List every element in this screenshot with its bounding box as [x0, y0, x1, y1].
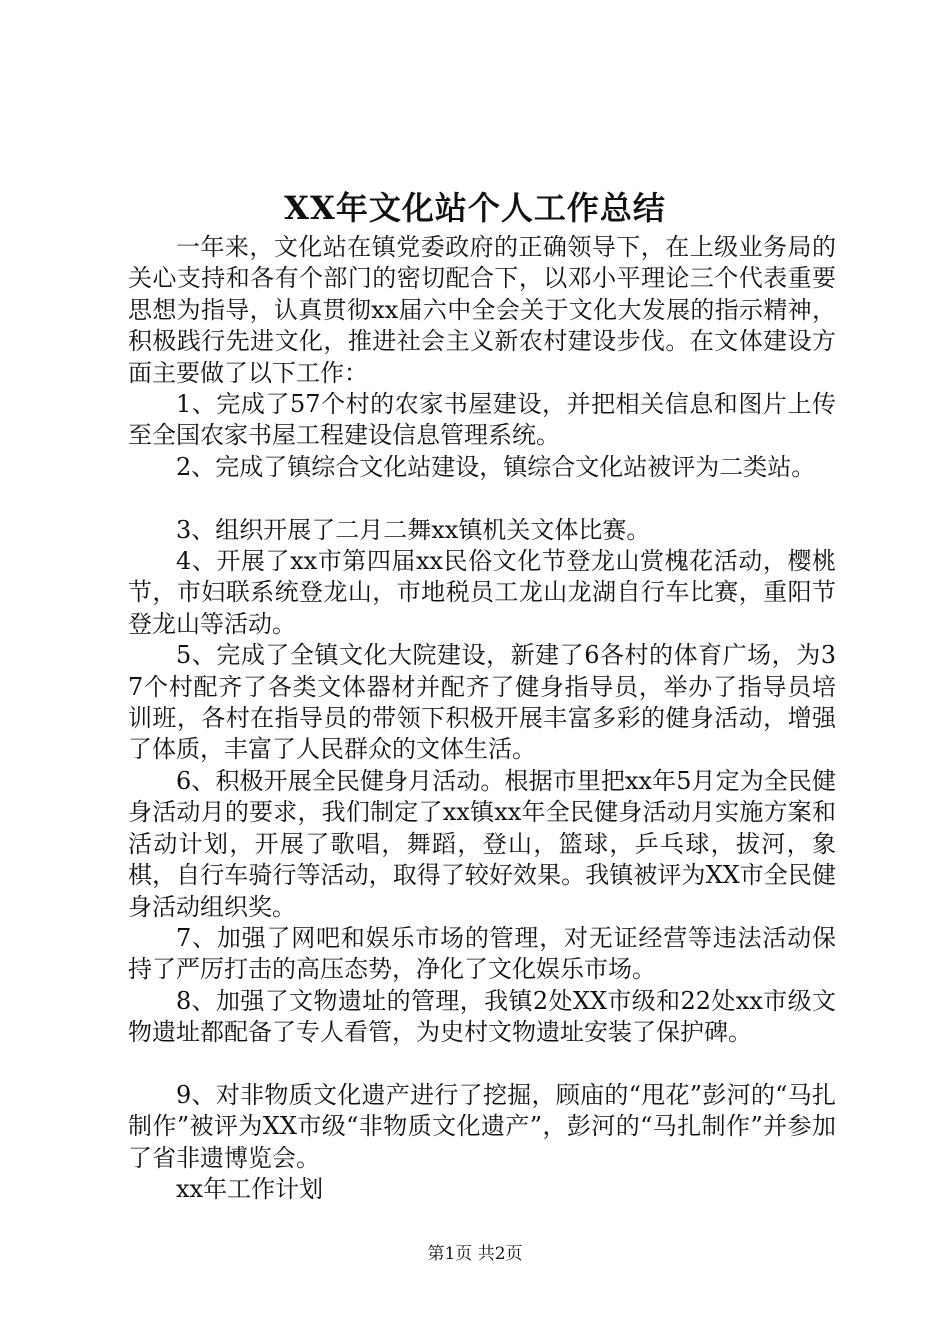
- section-heading-plan: xx年工作计划: [176, 1175, 324, 1204]
- paragraph-item-1: 1、完成了57个村的农家书屋建设，并把相关信息和图片上传至全国农家书屋工程建设信息管理系统。: [128, 390, 836, 450]
- paragraph-item-8: 8、加强了文物遗址的管理，我镇2处XX市级和22处xx市级文物遗址都配备了专人看管，为史村文物遗址安装了保护碑。: [128, 986, 836, 1047]
- paragraph-item-2: 2、完成了镇综合文化站建设，镇综合文化站被评为二类站。: [176, 452, 816, 481]
- page-footer: 第1页 共2页: [427, 1244, 523, 1264]
- paragraph-spacer: [128, 483, 836, 514]
- paragraph-item-6: 6、积极开展全民健身月活动。根据市里把xx年5月定为全民健身活动月的要求，我们制定了xx镇xx年全民健身活动月实施方案和活动计划，开展了歌唱，舞蹈，登山，篮球，乒乓球，拔河，象棋，自行车骑行等活动，取得了较好效果。我镇被评为XX市全民健身活动组织奖。: [128, 766, 836, 921]
- paragraph-intro: 一年来，文化站在镇党委政府的正确领导下，在上级业务局的关心支持和各有个部门的密切配合下，以邓小平理论三个代表重要思想为指导，认真贯彻xx届六中全会关于文化大发展的指示精神，积极践行先进文化，推进社会主义新农村建设步伐。在文体建设方面主要做了以下工作：: [128, 233, 836, 387]
- paragraph-item-9: 9、对非物质文化遗产进行了挖掘，顾庙的“甩花”彭河的“马扎制作”被评为XX市级“非物质文化遗产”，彭河的“马扎制作”并参加了省非遗博览会。: [128, 1080, 836, 1172]
- paragraph-item-3: 3、组织开展了二月二舞xx镇机关文体比赛。: [176, 515, 651, 544]
- document-body: [128, 232, 836, 1206]
- paragraph-item-5: 5、完成了全镇文化大院建设，新建了6各村的体育广场，为37个村配齐了各类文体器材并配齐了健身指导员，举办了指导员培训班，各村在指导员的带领下积极开展丰富多彩的健身活动，增强了体质，丰富了人民群众的文体生活。: [128, 641, 836, 764]
- paragraph-item-4: 4、开展了xx市第四届xx民俗文化节登龙山赏槐花活动，樱桃节，市妇联系统登龙山，市地税员工龙山龙湖自行车比赛，重阳节登龙山等活动。: [128, 547, 836, 638]
- paragraph-item-7: 7、加强了网吧和娱乐市场的管理，对无证经营等违法活动保持了严厉打击的高压态势，净化了文化娱乐市场。: [128, 923, 836, 984]
- document-title: XX年文化站个人工作总结: [284, 189, 666, 227]
- paragraph-spacer: [128, 1049, 836, 1080]
